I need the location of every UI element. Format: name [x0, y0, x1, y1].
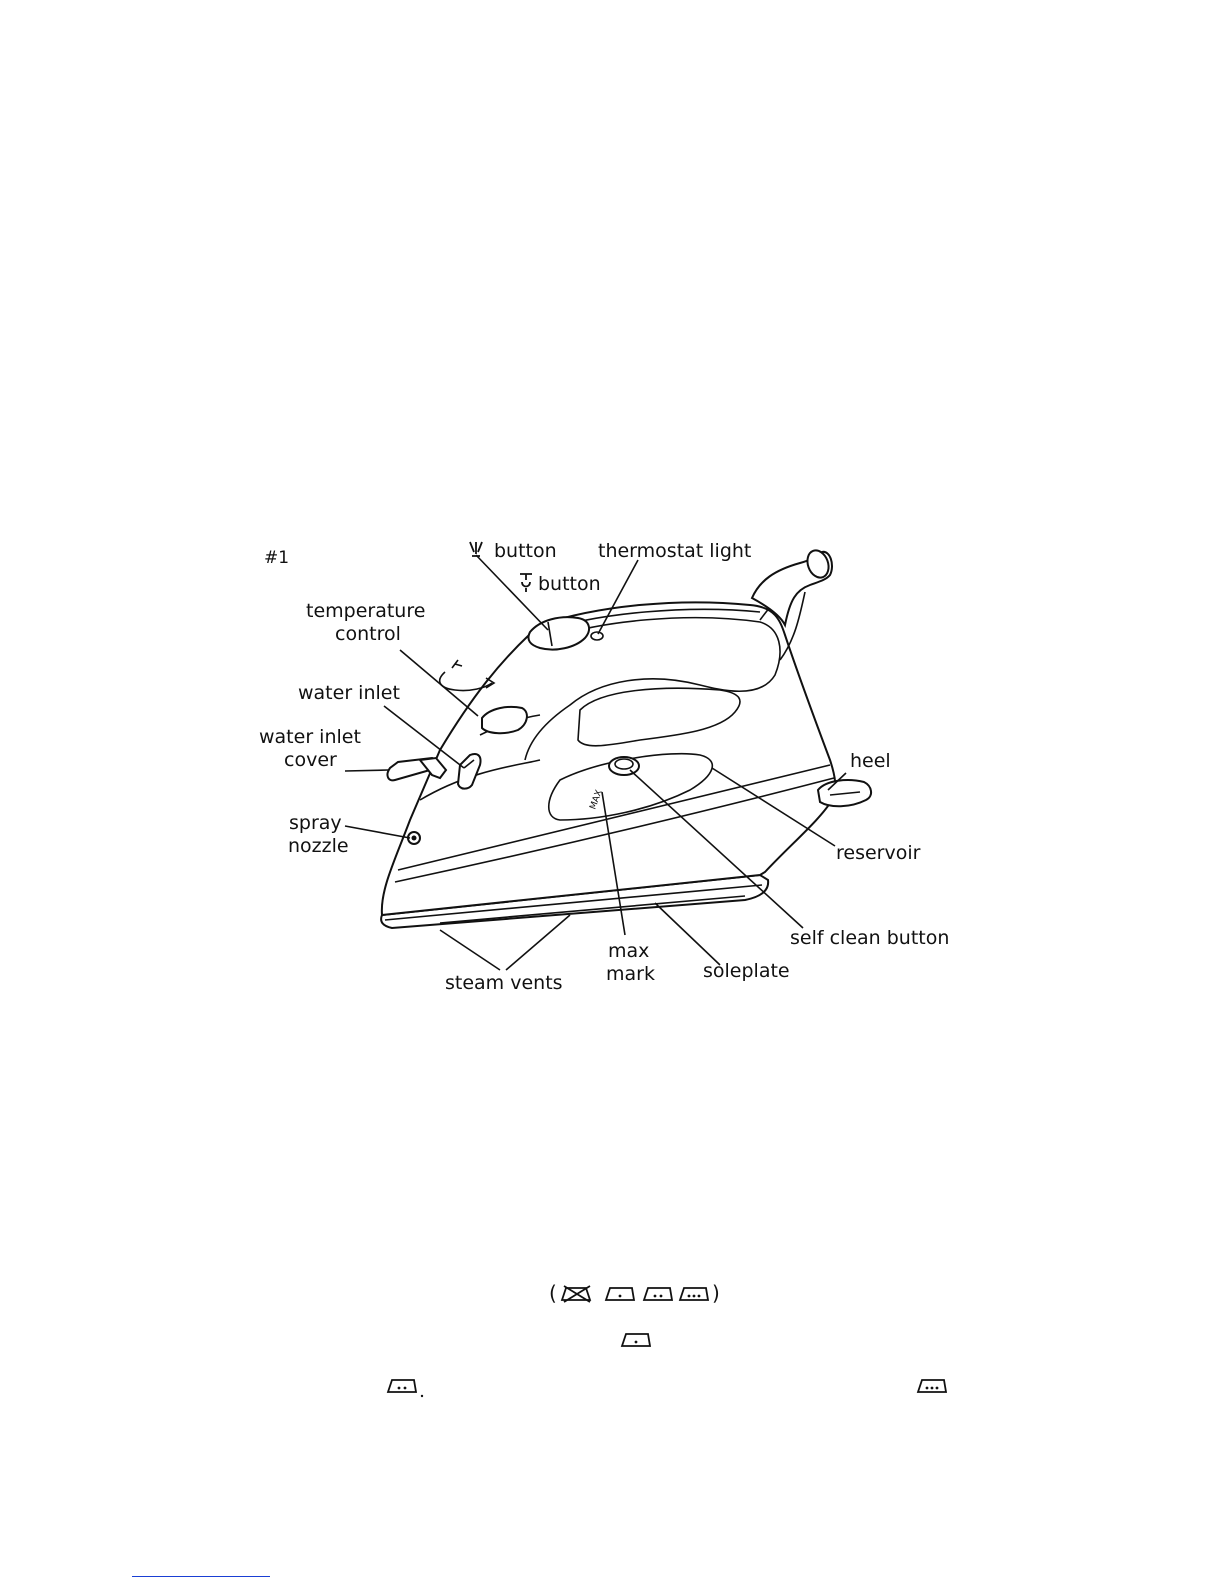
rotation-arrow — [440, 672, 492, 691]
heel-label: heel — [850, 750, 891, 772]
iron-three-dots-icon-line3 — [918, 1380, 946, 1392]
iron-body — [382, 602, 836, 915]
spray-button-label: button — [494, 540, 557, 562]
steam-iron-illustration — [381, 547, 871, 928]
ironing-symbols-row — [549, 1281, 720, 1305]
temperature-control-label-line2: control — [335, 623, 401, 645]
spray-symbol-icon — [470, 542, 482, 556]
steam-burst-button-label: button — [538, 573, 601, 595]
spray-nozzle-label-line2: nozzle — [288, 835, 349, 857]
soleplate-label: soleplate — [703, 960, 790, 982]
spray-nozzle-label-line1: spray — [289, 812, 342, 834]
no-iron-icon — [562, 1286, 590, 1302]
max-mark-text: MAX — [588, 788, 605, 812]
steam-vents-label: steam vents — [445, 972, 563, 994]
iron-one-dot-icon — [606, 1288, 634, 1300]
temperature-control-label-line1: temperature — [306, 600, 426, 622]
open-paren: ( — [549, 1281, 557, 1305]
iron-three-dots-icon — [680, 1288, 708, 1300]
iron-two-dots-icon-line3 — [388, 1380, 416, 1392]
iron-two-dots-icon — [644, 1288, 672, 1300]
close-paren: ) — [712, 1281, 720, 1305]
max-mark-label-line1: max — [608, 940, 650, 962]
reservoir-label: reservoir — [836, 842, 921, 864]
thermostat-light-label: thermostat light — [598, 540, 752, 562]
water-inlet-cover-label-line1: water inlet — [259, 726, 361, 748]
steam-burst-symbol-icon — [520, 574, 532, 592]
max-mark-label-line2: mark — [606, 963, 655, 985]
figure-number: #1 — [264, 548, 290, 568]
footer-link-underline[interactable] — [132, 1576, 270, 1577]
water-inlet-cover-label-line2: cover — [284, 749, 337, 771]
self-clean-button-label: self clean button — [790, 927, 950, 949]
iron-one-dot-icon-line2 — [622, 1334, 650, 1346]
water-inlet-label: water inlet — [298, 682, 400, 704]
